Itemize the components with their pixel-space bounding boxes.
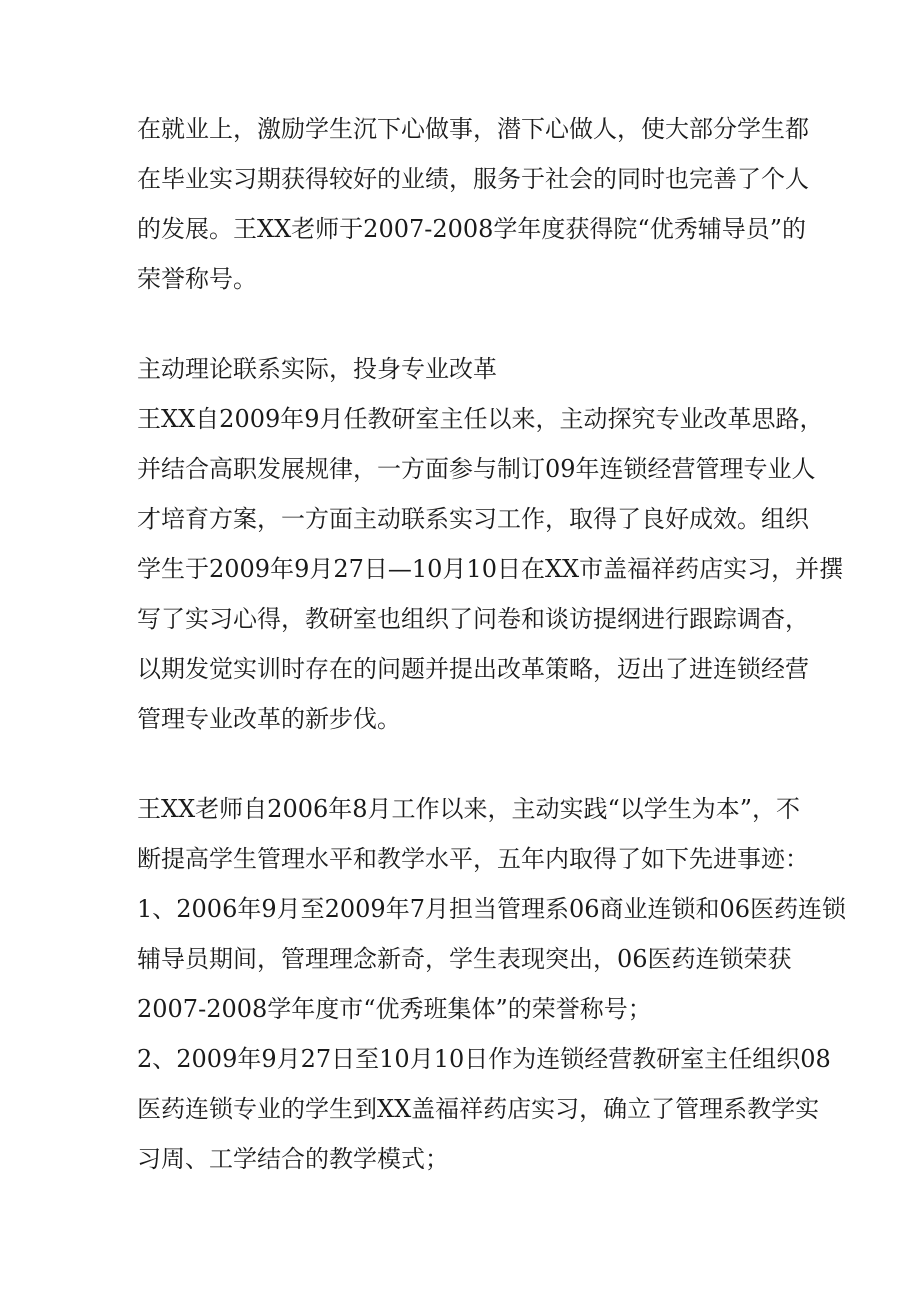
paragraph-3-line-1: 王XX老师自2006年8月工作以来，主动实践“以学生为本”，不 <box>137 795 801 823</box>
paragraph-1-line-1: 在就业上，激励学生沉下心做事，潜下心做人，使大部分学生都 <box>137 115 809 143</box>
paragraph-1-line-4: 荣誉称号。 <box>137 265 257 293</box>
paragraph-3-line-8: 习周、工学结合的教学模式； <box>137 1145 449 1173</box>
paragraph-3-line-4: 辅导员期间，管理理念新奇，学生表现突出，06医药连锁荣获 <box>137 945 792 973</box>
paragraph-2-line-5: 写了实习心得，教研室也组织了问卷和谈访提纲进行跟踪调杳， <box>137 605 809 633</box>
paragraph-2-line-2: 并结合高职发展规律，一方面参与制订09年连锁经营管理专业人 <box>137 455 816 483</box>
paragraph-3-line-5: 2007-2008学年度市“优秀班集体”的荣誉称号； <box>137 995 652 1023</box>
section-heading: 主动理论联系实际，投身专业改革 <box>137 355 497 383</box>
paragraph-2-line-3: 才培育方案，一方面主动联系实习工作，取得了良好成效。组织 <box>137 505 809 533</box>
paragraph-2-line-1: 王XX自2009年9月任教研室主任以来，主动探究专业改革思路， <box>137 405 824 433</box>
paragraph-1-line-3: 的发展。王XX老师于2007-2008学年度获得院“优秀辅导员”的 <box>137 215 806 243</box>
paragraph-1-line-2: 在毕业实习期获得较好的业绩，服务于社会的同时也完善了个人 <box>137 165 809 193</box>
paragraph-3-line-7: 医药连锁专业的学生到XX盖福祥药店实习，确立了管理系教学实 <box>137 1095 820 1123</box>
paragraph-3-line-6: 2、2009年9月27日至10月10日作为连锁经营教研室主任组织08 <box>137 1045 831 1073</box>
paragraph-2-line-7: 管理专业改革的新步伐。 <box>137 705 401 733</box>
paragraph-2-line-4: 学生于2009年9月27日—10月10日在XX市盖福祥药店实习，并撰 <box>137 555 844 583</box>
paragraph-3-line-2: 断提高学生管理水平和教学水平，五年内取得了如下先进事迹： <box>137 845 809 873</box>
paragraph-2-line-6: 以期发觉实训时存在的问题并提出改革策略，迈出了进连锁经营 <box>137 655 809 683</box>
paragraph-3-line-3: 1、2006年9月至2009年7月担当管理系06商业连锁和06医药连锁 <box>137 895 847 923</box>
